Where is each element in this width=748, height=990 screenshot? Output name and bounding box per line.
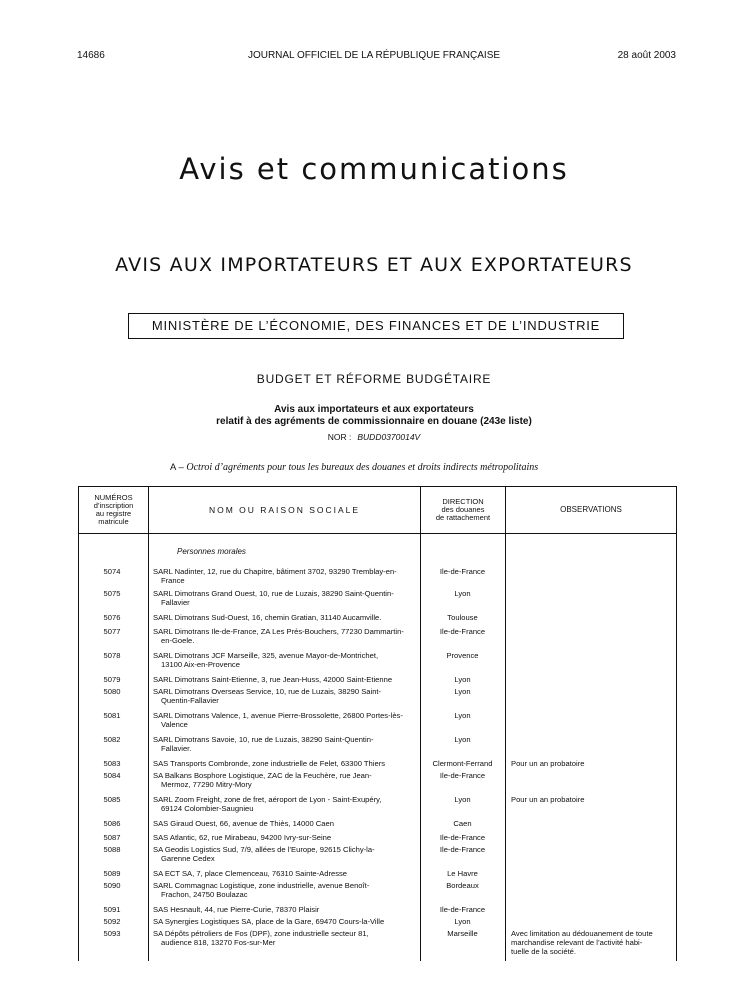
registration-number: 5089 <box>103 869 121 878</box>
company-name-line-1: SARL Commagnac Logistique, zone industrielle, avenue Benoît- <box>153 881 370 890</box>
header-numbers-line: d’inscription <box>93 501 134 510</box>
company-name <box>153 687 415 705</box>
page-number: 14686 <box>77 50 105 61</box>
observations <box>511 795 671 804</box>
customs-direction: Ile-de-France <box>439 771 486 780</box>
header-direction-line: des douanes <box>441 505 485 514</box>
company-name-line-1: SA Synergies Logistiques SA, place de la Gare, 69470 Cours-la-Ville <box>153 917 385 926</box>
section-a-heading <box>170 462 538 473</box>
company-name-line-1: SAS Transports Combronde, zone industrielle de Felet, 63300 Thiers <box>153 759 386 768</box>
customs-direction: Ile-de-France <box>439 845 486 854</box>
company-name-line-1: SARL Dimotrans Sud-Ouest, 16, chemin Gratian, 31140 Aucamville. <box>153 613 382 622</box>
customs-direction: Clermont-Ferrand <box>432 759 493 768</box>
company-name-line-1: SA ECT SA, 7, place Clemenceau, 76310 Sainte-Adresse <box>153 869 348 878</box>
registration-number: 5081 <box>103 711 121 720</box>
header-numbers-line: au registre <box>95 509 132 518</box>
header-numbers-line: matricule <box>98 517 129 526</box>
company-name-line-1: SARL Zoom Freight, zone de fret, aéroport de Lyon - Saint-Exupéry, <box>153 795 382 804</box>
notice-line-1: Avis aux importateurs et aux exportateurs <box>274 404 474 415</box>
header-numbers <box>79 487 148 533</box>
registration-number: 5084 <box>103 771 121 780</box>
company-name-line-2: Quentin-Fallavier <box>161 696 219 705</box>
notice-title <box>0 404 748 428</box>
company-name <box>153 819 415 828</box>
department-heading: BUDGET ET RÉFORME BUDGÉTAIRE <box>256 372 492 386</box>
customs-direction: Lyon <box>454 675 471 684</box>
company-name-line-1: SAS Atlantic, 62, rue Mirabeau, 94200 Ivry-sur-Seine <box>153 833 332 842</box>
registration-number: 5076 <box>103 613 121 622</box>
header-name: NOM OU RAISON SOCIALE <box>208 505 361 515</box>
company-name-line-2: audience 818, 13270 Fos-sur-Mer <box>161 938 276 947</box>
company-name-line-2: France <box>161 576 185 585</box>
company-name-line-2: Garenne Cedex <box>161 854 215 863</box>
registration-number: 5082 <box>103 735 121 744</box>
observation-line-1: Pour un an probatoire <box>511 759 585 768</box>
column-divider <box>148 487 149 961</box>
company-name <box>153 613 415 622</box>
company-name <box>153 845 415 863</box>
company-name <box>153 771 415 789</box>
notice-line-2: relatif à des agréments de commissionnaire en douane (243e liste) <box>216 416 532 427</box>
registration-number: 5083 <box>103 759 121 768</box>
agreements-table <box>78 486 677 961</box>
company-name <box>153 651 415 669</box>
section-a-letter: A – <box>170 462 184 473</box>
customs-direction: Le Havre <box>447 869 478 878</box>
company-name-line-1: SA Geodis Logistics Sud, 7/9, allées de l’Europe, 92615 Clichy-la- <box>153 845 375 854</box>
customs-direction: Lyon <box>454 917 471 926</box>
registration-number: 5086 <box>103 819 121 828</box>
journal-title: JOURNAL OFFICIEL DE LA RÉPUBLIQUE FRANÇAISE <box>247 50 501 61</box>
registration-number: 5077 <box>103 627 121 636</box>
registration-number: 5088 <box>103 845 121 854</box>
column-divider <box>505 487 506 961</box>
company-name-line-2: 69124 Colombier-Saugnieu <box>161 804 254 813</box>
customs-direction: Marseille <box>447 929 478 938</box>
company-name <box>153 869 415 878</box>
company-name-line-1: SARL Dimotrans Saint-Etienne, 3, rue Jean-Huss, 42000 Saint-Etienne <box>153 675 393 684</box>
customs-direction: Lyon <box>454 589 471 598</box>
company-name-line-2: en-Goele. <box>161 636 195 645</box>
registration-number: 5093 <box>103 929 121 938</box>
registration-number: 5080 <box>103 687 121 696</box>
customs-direction: Lyon <box>454 711 471 720</box>
company-name-line-1: SARL Dimotrans Ile-de-France, ZA Les Prés-Bouchers, 77230 Dammartin- <box>153 627 404 636</box>
company-name-line-2: Frachon, 24750 Boulazac <box>161 890 248 899</box>
registration-number: 5075 <box>103 589 121 598</box>
registration-number: 5092 <box>103 917 121 926</box>
company-name <box>153 759 415 768</box>
registration-number: 5078 <box>103 651 121 660</box>
section-a-text: Octroi d’agréments pour tous les bureaux des douanes et droits indirects métropolitains <box>186 462 539 473</box>
registration-number: 5087 <box>103 833 121 842</box>
company-name-line-2: Valence <box>161 720 188 729</box>
company-name <box>153 917 415 926</box>
company-name-line-1: SAS Giraud Ouest, 66, avenue de Thiès, 14000 Caen <box>153 819 334 828</box>
header-numbers-line: NUMÉROS <box>94 493 133 502</box>
header-observations: OBSERVATIONS <box>560 505 622 514</box>
company-name <box>153 589 415 607</box>
registration-number: 5074 <box>103 567 121 576</box>
observations <box>511 929 671 956</box>
company-name <box>153 905 415 914</box>
company-name <box>153 567 415 585</box>
customs-direction: Ile-de-France <box>439 833 486 842</box>
company-name-line-2: Mermoz, 77290 Mitry-Mory <box>161 780 252 789</box>
company-name-line-2: Fallavier. <box>161 744 192 753</box>
company-name <box>153 627 415 645</box>
company-name-line-1: SAS Hesnault, 44, rue Pierre-Curie, 78370 Plaisir <box>153 905 320 914</box>
header-direction-line: de rattachement <box>435 513 491 522</box>
company-name-line-1: SARL Dimotrans JCF Marseille, 325, avenue Mayor-de-Montrichet, <box>153 651 379 660</box>
company-name-line-2: 13100 Aix-en-Provence <box>161 660 240 669</box>
header-direction <box>421 487 505 533</box>
observations <box>511 759 671 768</box>
company-name <box>153 735 415 753</box>
header-direction-line: DIRECTION <box>442 497 484 506</box>
observation-line-2: marchandise relevant de l’activité habi- <box>511 938 643 947</box>
registration-number: 5091 <box>103 905 121 914</box>
customs-direction: Ile-de-France <box>439 567 486 576</box>
customs-direction: Lyon <box>454 687 471 696</box>
nor-reference <box>0 432 748 442</box>
company-name <box>153 675 415 684</box>
company-name-line-1: SARL Nadinter, 12, rue du Chapitre, bâtiment 3702, 93290 Tremblay-en- <box>153 567 397 576</box>
company-name <box>153 929 415 947</box>
company-name-line-1: SA Dépôts pétroliers de Fos (DPF), zone industrielle secteur 81, <box>153 929 369 938</box>
company-name <box>153 711 415 729</box>
customs-direction: Ile-de-France <box>439 905 486 914</box>
group-label: Personnes morales <box>177 547 246 556</box>
section-title: Avis et communications <box>179 152 569 186</box>
company-name-line-1: SARL Dimotrans Valence, 1, avenue Pierre-Brossolette, 26800 Portes-lès- <box>153 711 403 720</box>
issue-date: 28 août 2003 <box>617 50 676 61</box>
observation-line-1: Pour un an probatoire <box>511 795 585 804</box>
observation-line-1: Avec limitation au dédouanement de toute <box>511 929 653 938</box>
customs-direction: Ile-de-France <box>439 627 486 636</box>
registration-number: 5090 <box>103 881 121 890</box>
company-name-line-1: SARL Dimotrans Savoie, 10, rue de Luzais, 38290 Saint-Quentin- <box>153 735 374 744</box>
company-name <box>153 795 415 813</box>
customs-direction: Lyon <box>454 795 471 804</box>
registration-number: 5085 <box>103 795 121 804</box>
nor-code: BUDD0370014V <box>357 432 421 442</box>
company-name <box>153 881 415 899</box>
customs-direction: Caen <box>453 819 472 828</box>
customs-direction: Lyon <box>454 735 471 744</box>
section-subtitle: AVIS AUX IMPORTATEURS ET AUX EXPORTATEURS <box>115 254 633 276</box>
customs-direction: Toulouse <box>447 613 478 622</box>
nor-label: NOR : <box>327 432 352 442</box>
company-name-line-1: SARL Dimotrans Overseas Service, 10, rue de Luzais, 38290 Saint- <box>153 687 382 696</box>
ministry-box: MINISTÈRE DE L’ÉCONOMIE, DES FINANCES ET DE L’INDUSTRIE <box>128 313 624 339</box>
company-name-line-2: Fallavier <box>161 598 190 607</box>
header-divider <box>79 533 676 534</box>
company-name-line-1: SA Balkans Bosphore Logistique, ZAC de la Feuchère, rue Jean- <box>153 771 372 780</box>
company-name <box>153 833 415 842</box>
customs-direction: Bordeaux <box>446 881 479 890</box>
observation-line-3: tuelle de la société. <box>511 947 577 956</box>
company-name-line-1: SARL Dimotrans Grand Ouest, 10, rue de Luzais, 38290 Saint-Quentin- <box>153 589 394 598</box>
customs-direction: Provence <box>446 651 479 660</box>
registration-number: 5079 <box>103 675 121 684</box>
